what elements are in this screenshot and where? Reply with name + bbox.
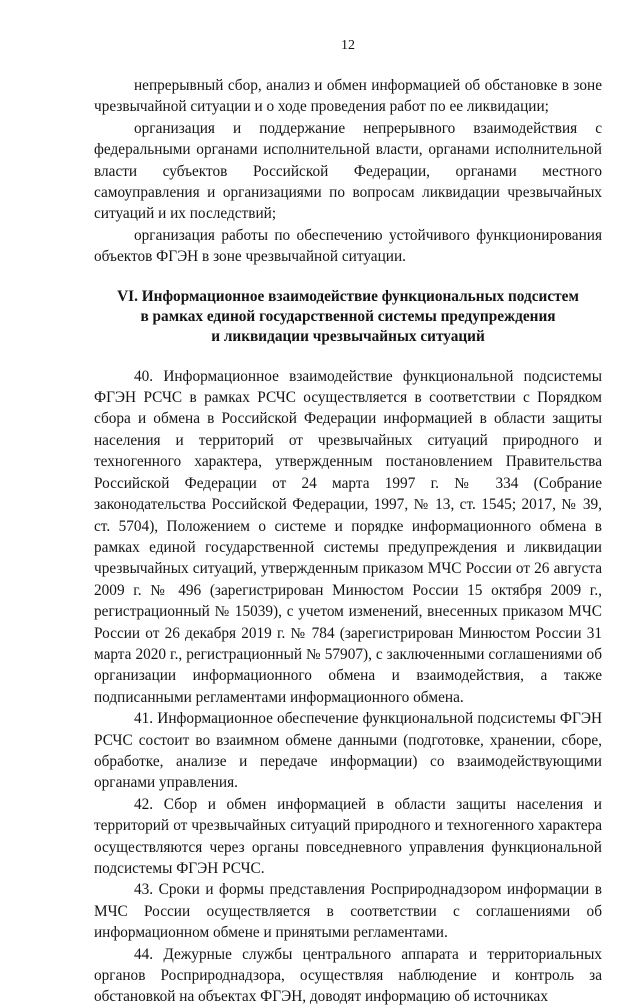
paragraph-42: 42. Сбор и обмен информацией в области защиты населения и территорий от чрезвычайных ситуаций природного и техногенного характера осуществляются через органы повседневного управления функциональной подсистемы ФГЭН РСЧС. [94,795,602,877]
paragraph-stable-functioning: организация работы по обеспечению устойчивого функционирования объектов ФГЭН в зоне чрезвычайной ситуации. [94,226,602,266]
page-number: 12 [341,38,355,53]
paragraph-interaction-organization: организация и поддержание непрерывного взаимодействия с федеральными органами исполнительной власти, органами исполнительной власти субъектов Российской Федерации, органами местного самоуправления и организациями по вопросам ликвидации чрезвычайных ситуаций и их последствий; [94,119,602,223]
section-heading-line-2: в рамках единой государственной системы предупреждения [140,307,556,325]
section-heading-line-1: VI. Информационное взаимодействие функциональных подсистем [117,287,579,305]
section-heading-line-3: и ликвидации чрезвычайных ситуаций [211,327,485,345]
section-heading [94,287,602,347]
paragraph-44: 44. Дежурные службы центрального аппарата и территориальных органов Росприроднадзора, осуществляя наблюдение и контроль за обстановкой на объектах ФГЭН, доводят информацию об источниках [94,945,602,1006]
paragraph-info-exchange: непрерывный сбор, анализ и обмен информацией об обстановке в зоне чрезвычайной ситуации и о ходе проведения работ по ее ликвидации; [94,77,602,116]
document-page [94,38,602,1008]
paragraph-41: 41. Информационное обеспечение функциональной подсистемы ФГЭН РСЧС состоит во взаимном обмене данными (подготовке, хранении, сборе, обработке, анализе и передаче информации) со взаимодействующими органами управления. [94,710,602,792]
paragraph-40: 40. Информационное взаимодействие функциональной подсистемы ФГЭН РСЧС в рамках РСЧС осуществляется в соответствии с Порядком сбора и обмена в Российской Федерации информацией в области защиты населения и территорий от чрезвычайных ситуаций природного и техногенного характера, утвержденным постановлением Правительства Российской Федерации от 24 марта 1997 г. № 334 (Собрание законодательства Российской Федерации, 1997, № 13, ст. 1545; 2017, № 39, ст. 5704), Положением о системе и порядке информационного обмена в рамках единой государственной системы предупреждения и ликвидации чрезвычайных ситуаций, утвержденным приказом МЧС России от 26 августа 2009 г. № 496 (зарегистрирован Минюстом России 15 октября 2009 г., регистрационный № 15039), с учетом изменений, внесенных приказом МЧС России от 26 декабря 2019 г. № 784 (зарегистрирован Минюстом России 31 марта 2020 г., регистрационный № 57907), с заключенными соглашениями об организации информационного обмена и взаимодействия, а также подписанными регламентами информационного обмена. [94,367,602,706]
paragraph-43: 43. Сроки и формы представления Росприроднадзором информации в МЧС России осуществляется в соответствии с соглашениями об информационном обмене и принятыми регламентами. [94,881,602,942]
